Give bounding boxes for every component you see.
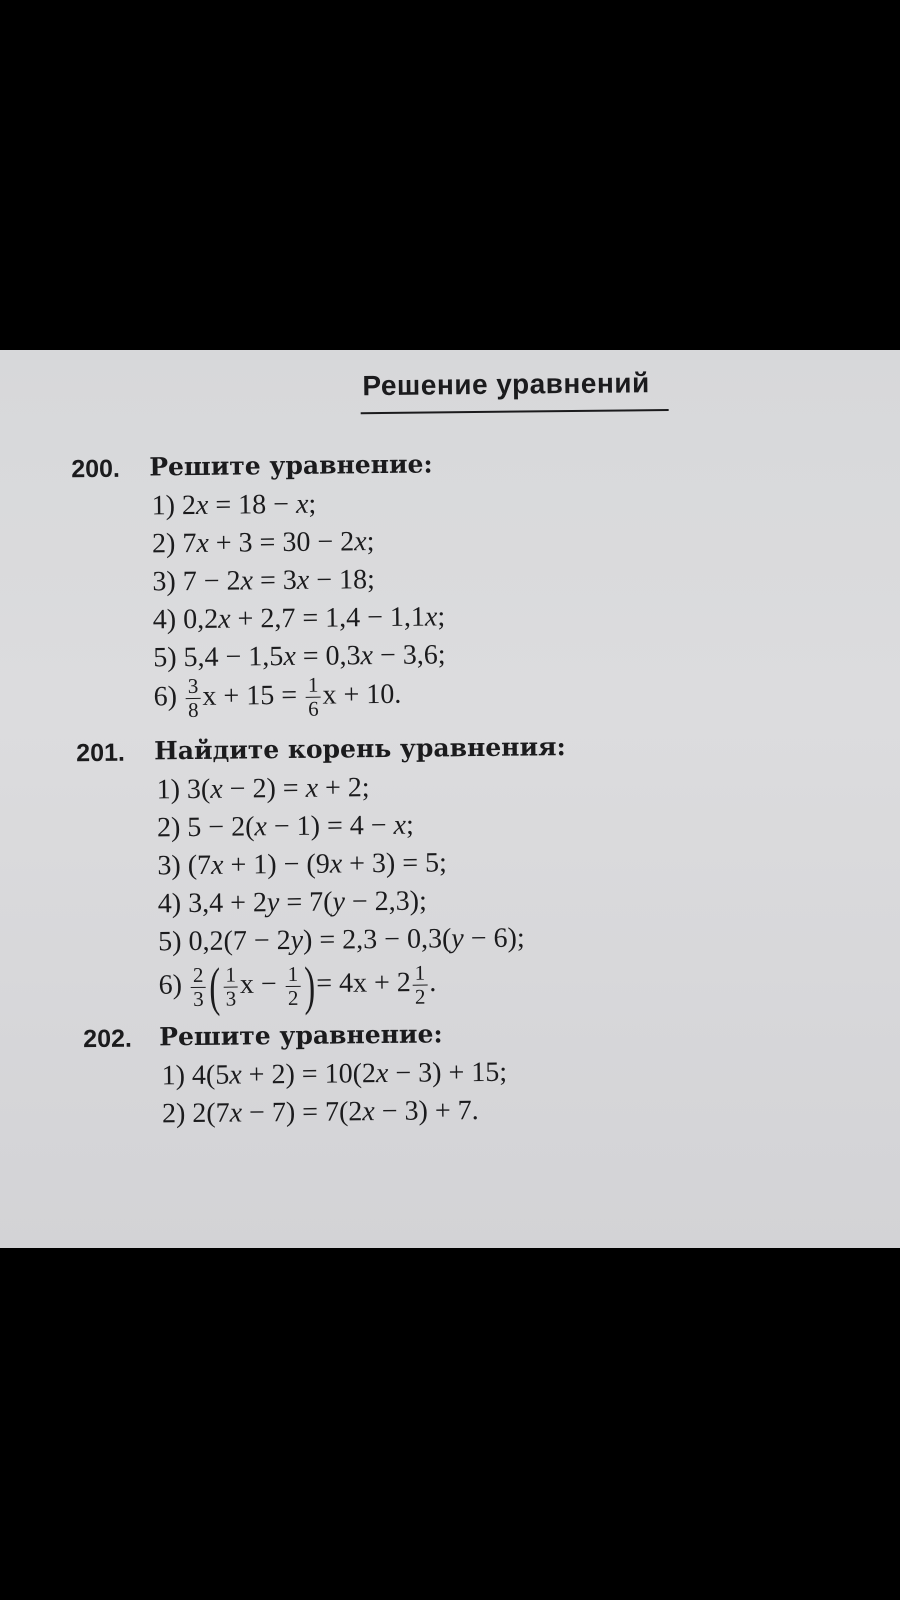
item-label: 3): [157, 850, 181, 882]
expression-part: = 18 −: [208, 488, 297, 521]
variable: x: [195, 489, 209, 521]
item-label: 1): [151, 490, 176, 522]
expression-part: − 3,6;: [372, 639, 446, 672]
fraction: [306, 672, 321, 721]
expression-part: + 1) − (9: [223, 848, 330, 881]
variable: x: [196, 527, 209, 559]
numerator: 3: [186, 676, 201, 699]
exercise-201-item-1: [156, 772, 369, 806]
numerator: 1: [223, 964, 238, 987]
exercise-200-number: 200.: [71, 454, 121, 484]
expression-part: 2(7: [185, 1097, 230, 1130]
expression-part: − 2) =: [222, 772, 306, 805]
expression-part: ) = 2,3 − 0,3(: [302, 923, 452, 956]
expression-part: + 3 = 30 − 2: [208, 526, 355, 559]
variable: y: [451, 923, 464, 955]
expression-part: 3,4 + 2: [180, 887, 268, 920]
expression-part: .: [429, 966, 437, 998]
exercise-202-item-2: [162, 1095, 479, 1130]
item-label: 4): [152, 604, 177, 636]
expression-part: − 2,3);: [344, 885, 427, 918]
exercise-200-item-4: [153, 601, 446, 636]
expression-part: ;: [366, 526, 375, 558]
numerator: 1: [306, 675, 321, 698]
denominator: 2: [287, 985, 299, 1010]
variable: x: [217, 603, 231, 635]
item-label: 5): [158, 926, 182, 958]
expression-part: = 3: [252, 564, 297, 597]
exercise-201-item-3: [157, 847, 447, 882]
title-underline: [361, 409, 669, 414]
variable: x: [240, 565, 254, 597]
exercise-202-item-1: [161, 1057, 507, 1093]
exercise-200-item-1: [151, 489, 316, 523]
expression-part: 2: [174, 489, 197, 522]
item-label: 1): [156, 774, 181, 806]
variable: x: [424, 601, 438, 633]
expression-part: (7: [180, 849, 212, 882]
expression-part: 0,2(7 − 2: [181, 924, 291, 958]
expression-part: ;: [308, 488, 317, 520]
item-label: 4): [157, 888, 182, 920]
exercise-201-item-6: [158, 955, 437, 1017]
item-label: 6): [158, 969, 183, 1001]
exercise-201-item-4: [158, 886, 427, 921]
variable: x: [254, 811, 268, 843]
item-label: 1): [161, 1060, 186, 1092]
fraction: [186, 673, 201, 723]
textbook-page: [0, 350, 900, 1248]
expression-part: = 7(: [279, 886, 333, 919]
exercise-200-heading: Решите уравнение:: [149, 449, 433, 482]
variable: y: [332, 886, 346, 918]
item-label: 3): [152, 566, 176, 598]
denominator: 8: [187, 697, 199, 723]
exercise-201-heading: Найдите корень уравнения:: [154, 732, 566, 766]
variable: y: [266, 887, 280, 919]
variable: y: [290, 924, 304, 956]
expression-part: 0,2: [175, 603, 219, 636]
exercise-201-item-2: [157, 810, 414, 845]
variable: x: [295, 488, 309, 520]
fraction: [191, 964, 206, 1009]
exercise-201-number: 201.: [76, 738, 126, 768]
exercise-200-item-5: [153, 639, 446, 674]
expression-part: + 2;: [317, 772, 370, 804]
left-paren: (: [208, 956, 221, 1017]
expression-part: + 2) = 10(2: [241, 1058, 377, 1091]
expression-part: 5 − 2(: [180, 811, 255, 844]
denominator: 6: [308, 696, 319, 721]
right-paren: ): [303, 955, 315, 1016]
variable: x: [229, 1059, 242, 1091]
expression-part: 4(5: [184, 1059, 230, 1092]
denominator: 3: [225, 986, 237, 1011]
variable: x: [375, 1057, 389, 1090]
item-label: 5): [153, 642, 177, 674]
variable: x: [393, 809, 407, 841]
item-label: 6): [153, 681, 178, 713]
section-title: Решение уравнений: [362, 367, 650, 402]
exercise-201-item-5: [158, 923, 525, 959]
variable: x: [283, 640, 296, 673]
item-label: 2): [151, 528, 176, 560]
expression-part: 7: [175, 527, 197, 560]
exercise-200-item-6: [153, 674, 401, 722]
fraction: [413, 962, 428, 1007]
exercise-202-heading: Решите уравнение:: [159, 1019, 443, 1052]
numerator: 1: [413, 962, 428, 985]
fraction: [223, 964, 238, 1009]
item-label: 2): [156, 812, 181, 844]
numerator: 2: [191, 964, 206, 987]
expression-part: + 3) = 5;: [342, 847, 448, 880]
expression-part: x + 10.: [322, 678, 402, 711]
expression-part: x + 15 =: [202, 679, 298, 712]
variable: x: [329, 848, 343, 880]
expression-part: x −: [239, 968, 277, 1000]
fraction: [286, 963, 301, 1008]
variable: x: [305, 772, 319, 804]
exercise-200-item-2: [152, 526, 375, 560]
variable: x: [229, 1097, 243, 1129]
expression-part: ;: [437, 601, 446, 633]
expression-part: − 1) = 4 −: [266, 809, 394, 843]
expression-part: − 7) = 7(2: [241, 1096, 363, 1129]
expression-part: − 3) + 7.: [374, 1095, 479, 1128]
expression-part: = 4x + 2: [316, 967, 411, 1000]
page-content: [0, 350, 900, 1248]
expression-part: + 2,7 = 1,4 − 1,1: [230, 601, 426, 635]
item-label: 2): [161, 1098, 186, 1130]
exercise-202-number: 202.: [83, 1024, 133, 1054]
variable: x: [210, 849, 224, 881]
variable: x: [296, 564, 310, 596]
denominator: 2: [414, 984, 426, 1009]
expression-part: − 3) + 15;: [388, 1056, 508, 1089]
expression-part: 5,4 − 1,5: [176, 641, 284, 674]
variable: x: [362, 1096, 375, 1128]
expression-part: = 0,3: [295, 640, 361, 672]
expression-part: − 6);: [463, 922, 525, 955]
expression-part: − 18;: [309, 564, 375, 596]
expression-part: 7 − 2: [175, 565, 241, 598]
denominator: 3: [193, 986, 204, 1011]
expression-part: ;: [405, 809, 414, 841]
variable: x: [360, 640, 374, 672]
expression-part: 3(: [179, 773, 211, 806]
exercise-200-item-3: [152, 564, 375, 598]
variable: x: [354, 526, 367, 558]
variable: x: [210, 773, 223, 805]
numerator: 1: [286, 963, 301, 986]
